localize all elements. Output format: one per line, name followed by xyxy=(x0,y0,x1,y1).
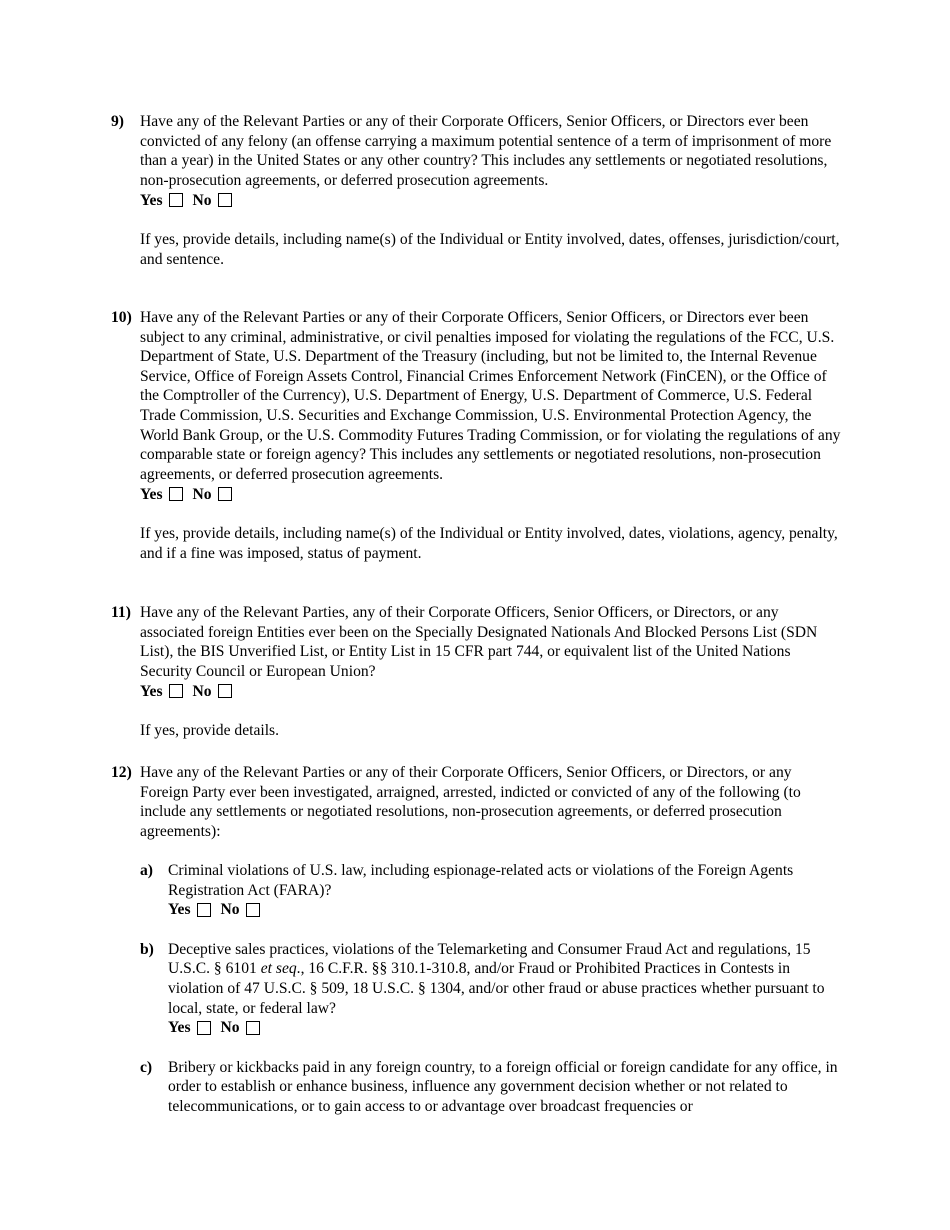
subquestion-text-part: Deceptive sales practices, violations of the Telemarketing and Consumer Fraud Act and regulations, 15 U.S.C. § 6101 xyxy=(168,940,811,978)
yes-checkbox[interactable] xyxy=(169,487,183,501)
subquestion-text xyxy=(168,940,841,1018)
subquestion-text-italic: et seq xyxy=(260,960,297,978)
yes-checkbox[interactable] xyxy=(197,1021,211,1035)
subquestion-text: Criminal violations of U.S. law, including espionage-related acts or violations of the Foreign Agents Registration Act (FARA)? xyxy=(168,861,794,899)
subquestion-c xyxy=(140,1058,841,1117)
no-checkbox[interactable] xyxy=(246,1021,260,1035)
yes-label: Yes xyxy=(140,682,163,700)
question-text: Have any of the Relevant Parties or any of their Corporate Officers, Senior Officers, or Directors ever been convicted of any felony (an offense carrying a maximum potential sentence of a term of imprisonment of more than a year) in the United States or any other country? This includes any settlements or negotiated resolutions, non-prosecution agreements, or deferred prosecution agreements. xyxy=(140,113,832,189)
question-text: Have any of the Relevant Parties or any of their Corporate Officers, Senior Officers, or Directors, or any Foreign Party ever been investigated, arraigned, arrested, indicted or convicted of any of the following (to include any settlements or negotiated resolutions, non-prosecution agreements, or deferred prosecution agreements): xyxy=(140,764,801,840)
yes-checkbox[interactable] xyxy=(197,903,211,917)
question-9 xyxy=(111,112,841,269)
yes-label: Yes xyxy=(140,485,163,503)
no-label: No xyxy=(192,682,212,700)
question-number: 10) xyxy=(111,309,132,326)
question-number: 9) xyxy=(111,113,124,130)
subquestion-text-part: ., 16 C.F.R. §§ 310.1-310.8, and/or Fraud or Prohibited Practices in Contests in violation of 47 U.S.C. § 509, 18 U.S.C. § 1304, and/or other fraud or abuse practices whether pursuant to local, state, or federal law? xyxy=(168,960,825,1017)
subquestion-letter: a) xyxy=(140,861,153,879)
subquestion-letter: c) xyxy=(140,1058,153,1076)
subquestion-text: Bribery or kickbacks paid in any foreign country, to a foreign official or foreign candidate for any office, in order to establish or enhance business, influence any government decision whether or not related to telecommunications, or to gain access to or advantage over broadcast frequencies or xyxy=(168,1058,838,1115)
question-number: 11) xyxy=(111,604,131,621)
yes-label: Yes xyxy=(168,1019,191,1037)
subquestion-a xyxy=(140,861,841,920)
no-checkbox[interactable] xyxy=(218,487,232,501)
no-label: No xyxy=(192,191,212,209)
yes-no-row xyxy=(168,1018,841,1038)
details-instruction: If yes, provide details, including name(s) of the Individual or Entity involved, dates, offenses, jurisdiction/court, and sentence. xyxy=(140,230,840,268)
yes-label: Yes xyxy=(140,191,163,209)
details-instruction: If yes, provide details, including name(s) of the Individual or Entity involved, dates, violations, agency, penalty, and if a fine was imposed, status of payment. xyxy=(140,524,838,562)
yes-no-row xyxy=(140,190,841,210)
no-label: No xyxy=(192,485,212,503)
no-checkbox[interactable] xyxy=(218,684,232,698)
question-text: Have any of the Relevant Parties, any of their Corporate Officers, Senior Officers, or Directors, or any associated foreign Entities ever been on the Specially Designated Nationals And Blocked Persons List (SDN List), the BIS Unverified List, or Entity List in 15 CFR part 744, or equivalent list of the United Nations Security Council or European Union? xyxy=(140,604,818,680)
subquestion-letter: b) xyxy=(140,940,154,958)
no-label: No xyxy=(220,901,240,919)
subquestion-b xyxy=(140,940,841,1038)
yes-no-row xyxy=(140,681,841,701)
yes-no-row xyxy=(140,484,841,504)
details-instruction: If yes, provide details. xyxy=(140,721,280,739)
yes-checkbox[interactable] xyxy=(169,684,183,698)
question-12 xyxy=(111,763,841,1117)
yes-no-row xyxy=(168,900,841,920)
question-number: 12) xyxy=(111,764,132,781)
no-label: No xyxy=(220,1019,240,1037)
yes-checkbox[interactable] xyxy=(169,193,183,207)
question-10 xyxy=(111,308,841,563)
no-checkbox[interactable] xyxy=(218,193,232,207)
no-checkbox[interactable] xyxy=(246,903,260,917)
question-11 xyxy=(111,603,841,741)
yes-label: Yes xyxy=(168,901,191,919)
question-text: Have any of the Relevant Parties or any of their Corporate Officers, Senior Officers, or Directors ever been subject to any criminal, administrative, or civil penalties imposed for violating the regulations of the FCC, U.S. Department of State, U.S. Department of the Treasury (including, but not be limited to, the Internal Revenue Service, Office of Foreign Assets Control, Financial Crimes Enforcement Network (FinCEN), or the Office of the Comptroller of the Currency), U.S. Department of Energy, U.S. Department of Commerce, U.S. Federal Trade Commission, U.S. Securities and Exchange Commission, U.S. Environmental Protection Agency, the World Bank Group, or the U.S. Commodity Futures Trading Commission, or for violating the regulations of any comparable state or foreign agency? This includes any settlements or negotiated resolutions, non-prosecution agreements, or deferred prosecution agreements. xyxy=(140,309,841,483)
